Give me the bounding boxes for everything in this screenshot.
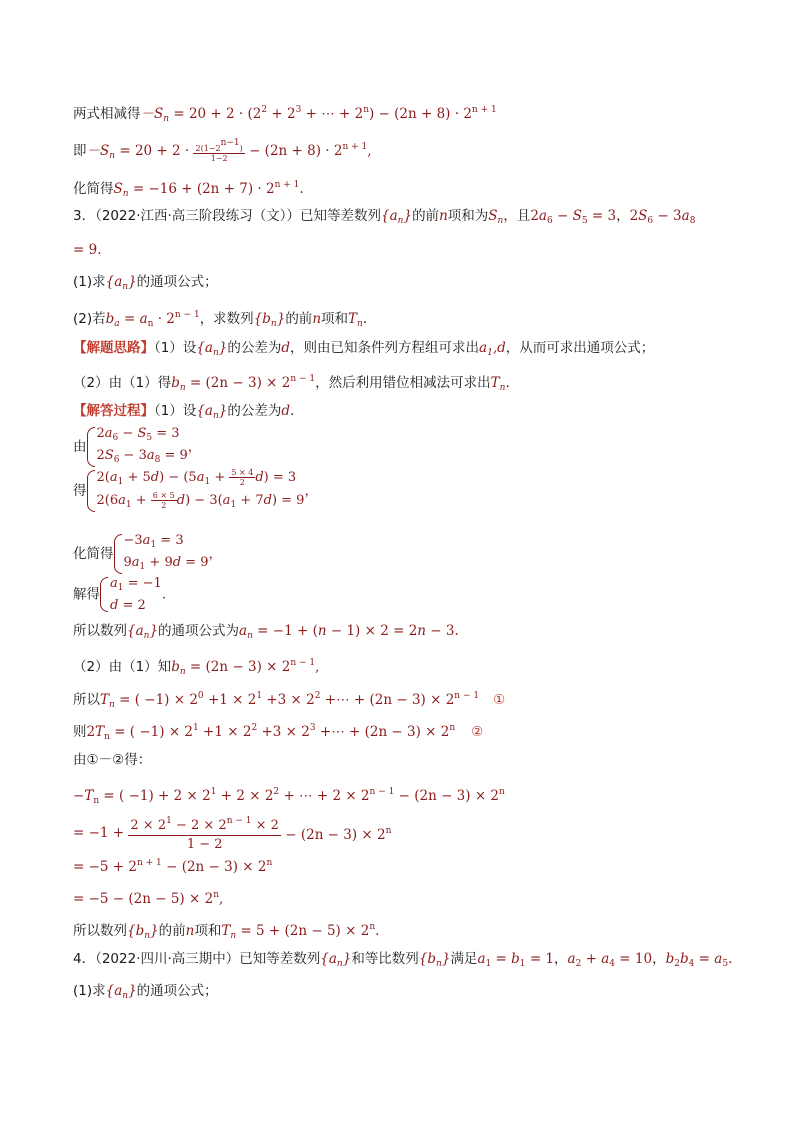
- equation-system-1: 由 $2a_6 - S_5 = 3$ $2S_6 - 3a_8 = 9$ ，: [73, 425, 201, 469]
- solution-process: 【解答过程】（1）设$\{a_n\}$的公差为d.: [73, 403, 295, 421]
- equation-system-4: 解得 $a_1 = -1$ d = 2 ．: [73, 576, 176, 613]
- question-3-header: 3．（2022·江西·高三阶段练习（文））已知等差数列$\{a_n\}$的前n项和为$S_n$，且$2a_6 - S_5 = 3$，$2S_6 - 3a_8$: [73, 208, 696, 226]
- text-line: 即$-S_n = 20 + 2$ · $\frac{2(1-2^{n-1})}{1-2}$ − $(2n + 8) \cdot 2^{n + 1}$,: [73, 138, 372, 163]
- text-line: 所以数列$\{a_n\}$的通项公式为$a_n = -1 + (n - 1) \times 2 = 2n - 3$.: [73, 623, 459, 641]
- math-line: $-T_n$ = ( $-1) + 2 \times 2^1 + 2 \times 2^2$ + ⋯ + $2 \times 2^{n - 1} - (2n - 3) \times 2^n$: [73, 787, 505, 806]
- text-line: （2）由（1）知$b_n = (2n - 3) \times 2^{n - 1}$,: [73, 658, 320, 677]
- equation-system-3: 化简得 $-3a_1 = 3$ $9a_1 + 9d = 9$ ，: [73, 532, 222, 576]
- text-line: 则$2T_n$ = ( $-1) \times 2^1 +1 \times 2^2 +3 \times 2^3$ +⋯ + $(2n - 3) \times 2^n$ ②: [73, 723, 484, 742]
- text-line: = 9.: [73, 242, 102, 258]
- text: 化简得: [73, 181, 114, 197]
- text: 两式相减得: [73, 106, 141, 122]
- text-line: 化简得$S_n = -16 + (2n + 7) \cdot 2^{n + 1}$.: [73, 180, 304, 199]
- question-4-header: 4．（2022·四川·高三期中）已知等差数列$\{a_n\}$和等比数列$\{b_n\}$满足$a_1 = b_1 = 1$，$a_2 + a_4 = 10$，$b_2b_4 = a_5$.: [73, 951, 733, 969]
- solution-idea-2: （2）由（1）得$b_n = (2n - 3) \times 2^{n - 1}$，然后利用错位相减法可求出$T_n$.: [73, 374, 510, 393]
- question-3-part-1: (1)求$\{a_n\}$的通项公式；: [73, 274, 218, 292]
- math-line: = $-5 + 2^{n + 1} - (2n - 3) \times 2^n$: [73, 858, 273, 875]
- math-line: = $-5 - (2n - 5) \times 2^n$,: [73, 890, 224, 907]
- question-4-part-1: (1)求$\{a_n\}$的通项公式；: [73, 983, 218, 1001]
- math-line: = −1 + $\frac{2 \times 2^1 - 2 \times 2^{n - 1} \times 2}{1 - 2}$ − $(2n - 3) \times 2^n$: [73, 812, 391, 854]
- fraction: $\frac{2(1-2^{n-1})}{1-2}$: [195, 138, 243, 163]
- text-line: 所以数列$\{b_n\}$的前n项和$T_n = 5 + (2n - 5) \times 2^n$.: [73, 922, 380, 941]
- solution-idea: 【解题思路】（1）设$\{a_n\}$的公差为d，则由已知条件列方程组可求出$a_1,d$，从而可求出通项公式；: [73, 340, 655, 358]
- text-line: 所以$T_n$ = ( $-1) \times 2^0 +1 \times 2^1 +3 \times 2^2$ +⋯ + $(2n - 3) \times 2^{n - 1}$ ①: [73, 691, 506, 710]
- question-3-part-2: (2)若$b_a = a_n \cdot 2^{n - 1}$，求数列$\{b_n\}$的前n项和$T_n$.: [73, 310, 368, 329]
- text: 即: [73, 143, 87, 159]
- text-line: 由①－②得：: [73, 752, 152, 768]
- equation-system-2: 得 $2(a_1 + 5d) - (5a_1$ + $\frac{5 \times 4}{2}$ d) = 3 $2(6a_1$ + $\frac{6 \times 5}{2}$ $d) - 3(a_1 + 7d) = 9$ ，: [73, 468, 318, 514]
- text-line: 两式相减得$-S_n = 20 + 2 \cdot (2^2 + 2^3$ + ⋯ + $2^n) - (2n + 8) \cdot 2^{n + 1}$: [73, 105, 497, 124]
